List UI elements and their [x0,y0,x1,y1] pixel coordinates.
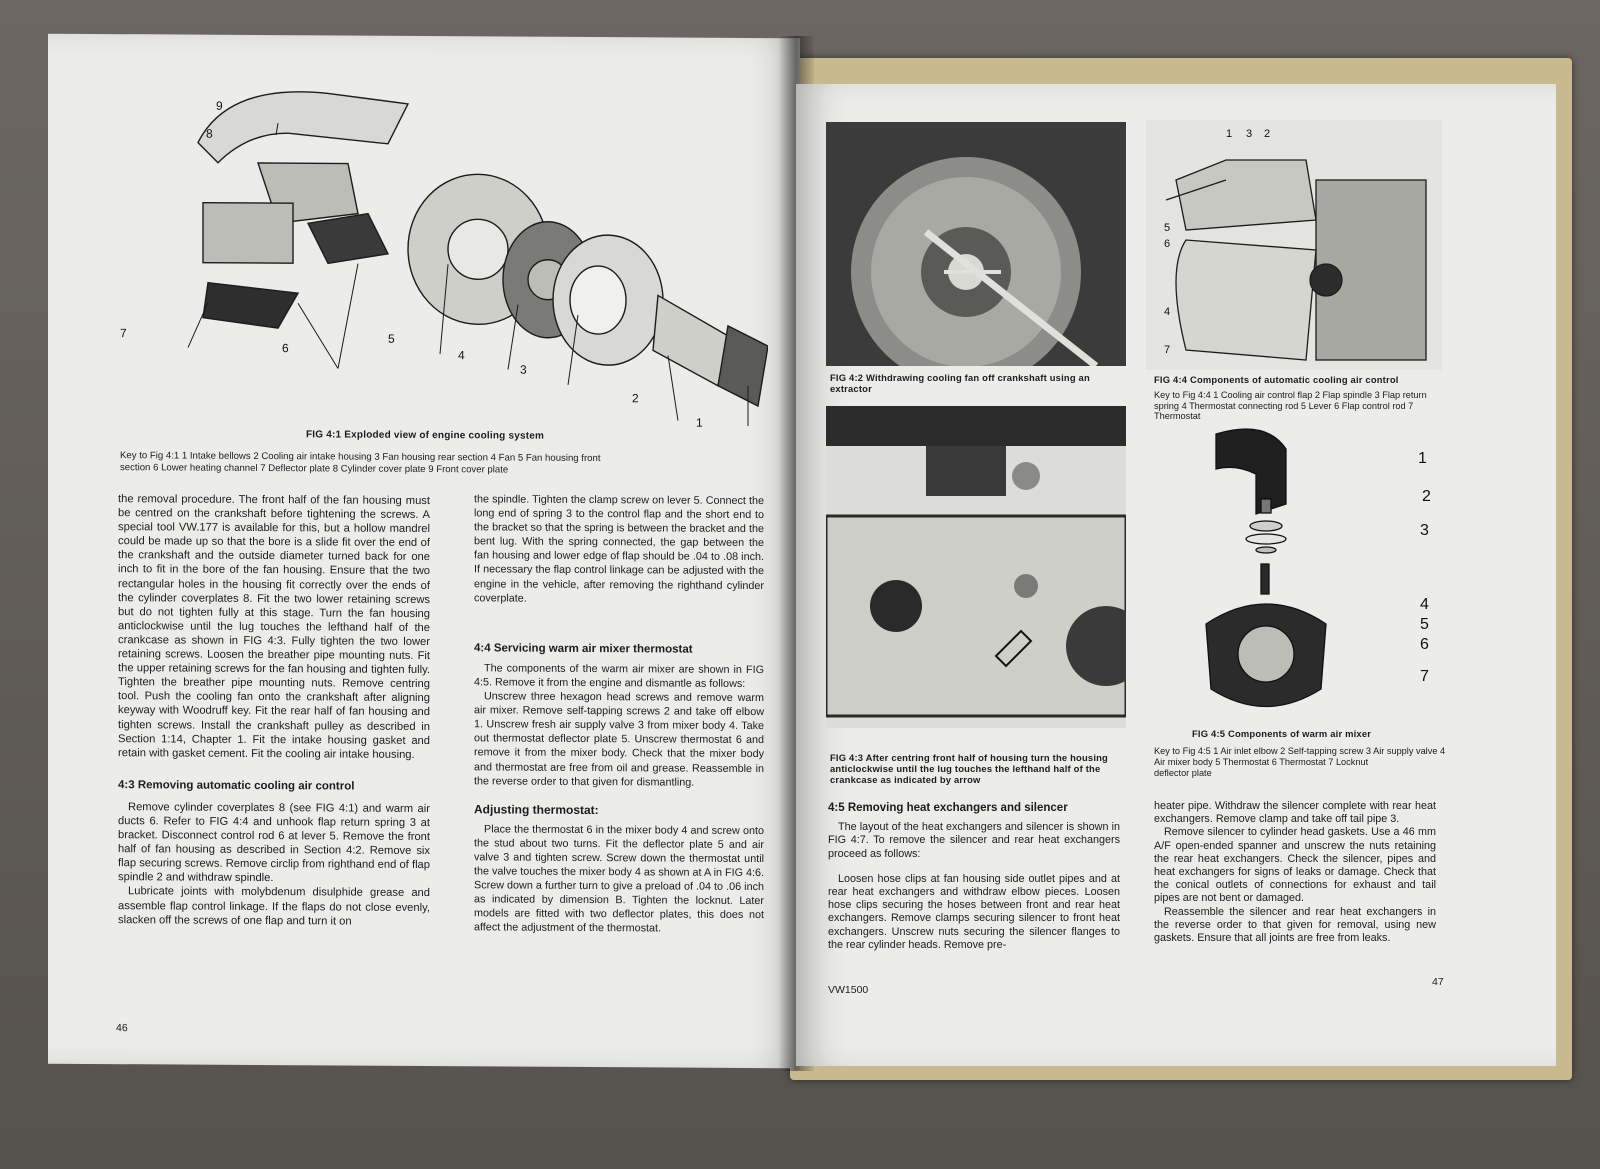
fig41-exploded-view [108,62,768,426]
fig44-callout-6: 6 [1164,238,1171,250]
fig45-drawing [1196,424,1396,714]
fig44-callout-4: 4 [1164,306,1171,318]
fig44-callout-3: 3 [1246,128,1253,140]
fig44-callout-5: 5 [1164,222,1171,234]
fig42-photo-drawing [826,122,1126,366]
left-column-1 [118,492,430,929]
fig45-callout-7: 7 [1420,668,1429,685]
fig41-caption: FIG 4:1 Exploded view of engine cooling system [306,429,545,442]
fig41-callout-1: 1 [696,415,703,430]
fig45-key-deflector: deflector plate [1154,768,1212,778]
fig41-callout-2: 2 [632,391,639,406]
fig45-callout-6: 6 [1420,636,1429,653]
fig45-callout-4: 4 [1420,596,1429,613]
section-4-4-heading: 4:4 Servicing warm air mixer thermostat [474,642,693,656]
fig44-caption: FIG 4:4 Components of automatic cooling air control [1154,374,1399,385]
right-col2-para3: Reassemble the silencer and rear heat exchangers in the reverse order to that given for removal, using new gaskets. Ensure that all joints are free from leaks. [1154,905,1436,945]
fig45-callout-2: 2 [1422,488,1431,505]
fig41-callout-7: 7 [120,326,127,341]
fig43-caption: FIG 4:3 After centring front half of housing turn the housing anticlockwise until the lug touches the lefthand half of the crankcase as indicated by arrow [830,752,1108,785]
fig41-callout-4: 4 [458,348,465,363]
fig45-caption: FIG 4:5 Components of warm air mixer [1192,728,1372,739]
fig44-callout-7: 7 [1164,344,1171,356]
section-4-4-para2: Unscrew three hexagon head screws and remove warm air mixer. Remove self-tapping screws 2 and take off elbow 1. Unscrew fresh air supply valve 3 from mixer body 4. Take out thermostat deflector plate 5. Unscrew thermostat 6 and remove it from the mixer body. Check that the mixer body and thermostat are free from oil and grease. Reassemble in the reverse order to that given for dismantling. [474,690,764,789]
fig41-callout-6: 6 [282,341,289,356]
fig42-photo [826,122,1126,366]
left-col1-intro: the removal procedure. The front half of the fan housing must be centred on the crankshaft before tightening the screws. A special tool VW.177 is available for this, but a hollow mandrel could be made up so that the bore is a slide fit over the end of the crankshaft and the outside diameter turned back for one inch to fit in the bore of the fan housing. Ensure that the two rectangular holes in the housing fit correctly over the ends of the cylinder coverplates 8. Fit the two lower retaining screws but do not tighten fully at this stage. Turn the fan housing anticlockwise until the lug touches the lefthand half of the crankcase as shown in FIG 4:3. Fully tighten the two lower retaining screws. Loosen the breather pipe mounting nuts. Fit the upper retaining screws for the fan housing and tighten fully. Tighten the breather pipe mounting nuts. Remove centring tool. Push the cooling fan onto the crankshaft after aligning keyway with Woodruff key. Fit the rear half of fan housing and tighten screws. Install the crankshaft pulley as described in Section 1:14, Chapter 1. Fit the intake housing gasket and retain with gasket cement. Fit the cooling air intake housing. [118,493,430,761]
fig42-caption: FIG 4:2 Withdrawing cooling fan off crankshaft using an extractor [830,372,1090,394]
section-4-4-para1: The components of the warm air mixer are shown in FIG 4:5. Remove it from the engine and dismantle as follows: [474,662,764,690]
fig43-photo-drawing [826,406,1126,728]
adjusting-thermostat-para: Place the thermostat 6 in the mixer body 4 and screw onto the stud about two turns. Fit the deflector plate 5 and air valve 3 and tighten screw. Screw down the thermostat until the valve touches the mixer body 4 as shown at A in FIG 4:6. Screw down a further turn to give a preload of .04 to .06 inch as indicated by dimension B. Tighten the locknut. Later models are fitted with two deflector plates, this does not affect the adjustment of the thermostat. [474,823,764,935]
fig44-key: Key to Fig 4:4 1 Cooling air control flap 2 Flap spindle 3 Flap return spring 4 Thermostat connecting rod 5 Lever 6 Flap control rod 7 Thermostat [1154,390,1427,421]
section-4-3-para1: Remove cylinder coverplates 8 (see FIG 4:1) and warm air ducts 6. Refer to FIG 4:4 and unhook flap return spring 3 at bracket. Disconnect control rod 6 at lever 5. Remove the front half of fan housing as described in Section 4:2. Remove six flap securing screws. Remove circlip from righthand end of flap spindle 2 and withdraw spindle. [118,801,430,885]
section-4-3-heading: 4:3 Removing automatic cooling air control [118,778,355,793]
section-4-3-para2: Lubricate joints with molybdenum disulphide grease and assemble flap control linkage. If the flaps do not close evenly, slacken off the screws of one flap and turn it on [118,885,430,928]
section-4-5-para1: The layout of the heat exchangers and silencer is shown in FIG 4:7. To remove the silencer and rear heat exchangers proceed as follows: [828,821,1120,860]
left-page [48,34,800,1069]
fig45-callout-1: 1 [1418,450,1427,467]
right-page-number: 47 [1432,976,1444,988]
right-col2-para1: heater pipe. Withdraw the silencer complete with rear heat exchangers. Remove clamp and take off tail pipe 3. [1154,800,1436,826]
section-4-5-heading: 4:5 Removing heat exchangers and silencer [828,802,1068,814]
left-column-2 [474,492,764,936]
section-4-5-para2: Loosen hose clips at fan housing side outlet pipes and at rear heat exchangers and withdraw elbow pieces. Loosen hose clips securing the hoses between front and rear heat exchangers. Remove clamps securing silencer to front heat exchangers. Unscrew nuts securing the silencer flanges to the rear cylinder heads. Remove pre- [828,872,1120,951]
fig43-photo [826,406,1126,728]
left-page-number: 46 [116,1022,128,1035]
right-column-1 [828,802,1120,952]
left-col2-intro: the spindle. Tighten the clamp screw on lever 5. Connect the long end of spring 3 to the control flap and the short end to the bracket so that the spring is between the bracket and the bent lug. With the spring connected, the gap between the fan housing and lower edge of flap should be .04 to .08 inch. If necessary the flap control linkage can be adjusted with the engine in the vehicle, after removing the righthand cylinder coverplate. [474,493,764,605]
fig44-callout-1: 1 [1226,128,1233,140]
fig44-callout-2: 2 [1264,128,1271,140]
fig45-callout-5: 5 [1420,616,1429,633]
fig41-key-second: section 6 Lower heating channel 7 Deflector plate 8 Cylinder cover plate 9 Front cover plate [120,462,509,476]
fig44-drawing [1146,120,1442,370]
footer-model: VW1500 [828,984,869,996]
fig41-callout-9: 9 [216,98,223,113]
fig41-callout-5: 5 [388,331,395,346]
right-column-2 [1154,800,1436,945]
fig45-callout-3: 3 [1420,522,1429,539]
fig41-callout-3: 3 [520,362,527,377]
fig41-callout-8: 8 [206,126,213,141]
adjusting-thermostat-heading: Adjusting thermostat: [474,801,599,817]
right-col2-para2: Remove silencer to cylinder head gaskets. Use a 46 mm A/F open-ended spanner and unscrew the nuts retaining the rear heat exchangers. Check the silencer, pipes and heat exchangers for signs of leaks or damage. Check that the conical outlets of connections for exhaust and tail pipes are not bent or damaged. [1154,826,1436,905]
right-page [796,84,1556,1066]
fig41-key-first: Key to Fig 4:1 1 Intake bellows 2 Cooling air intake housing 3 Fan housing rear section 4 Fan 5 Fan housing front [120,450,601,465]
fig45-key: Key to Fig 4:5 1 Air inlet elbow 2 Self-tapping screw 3 Air supply valve 4 Air mixer body 5 Thermostat 6 Thermostat 7 Locknut [1154,746,1446,767]
